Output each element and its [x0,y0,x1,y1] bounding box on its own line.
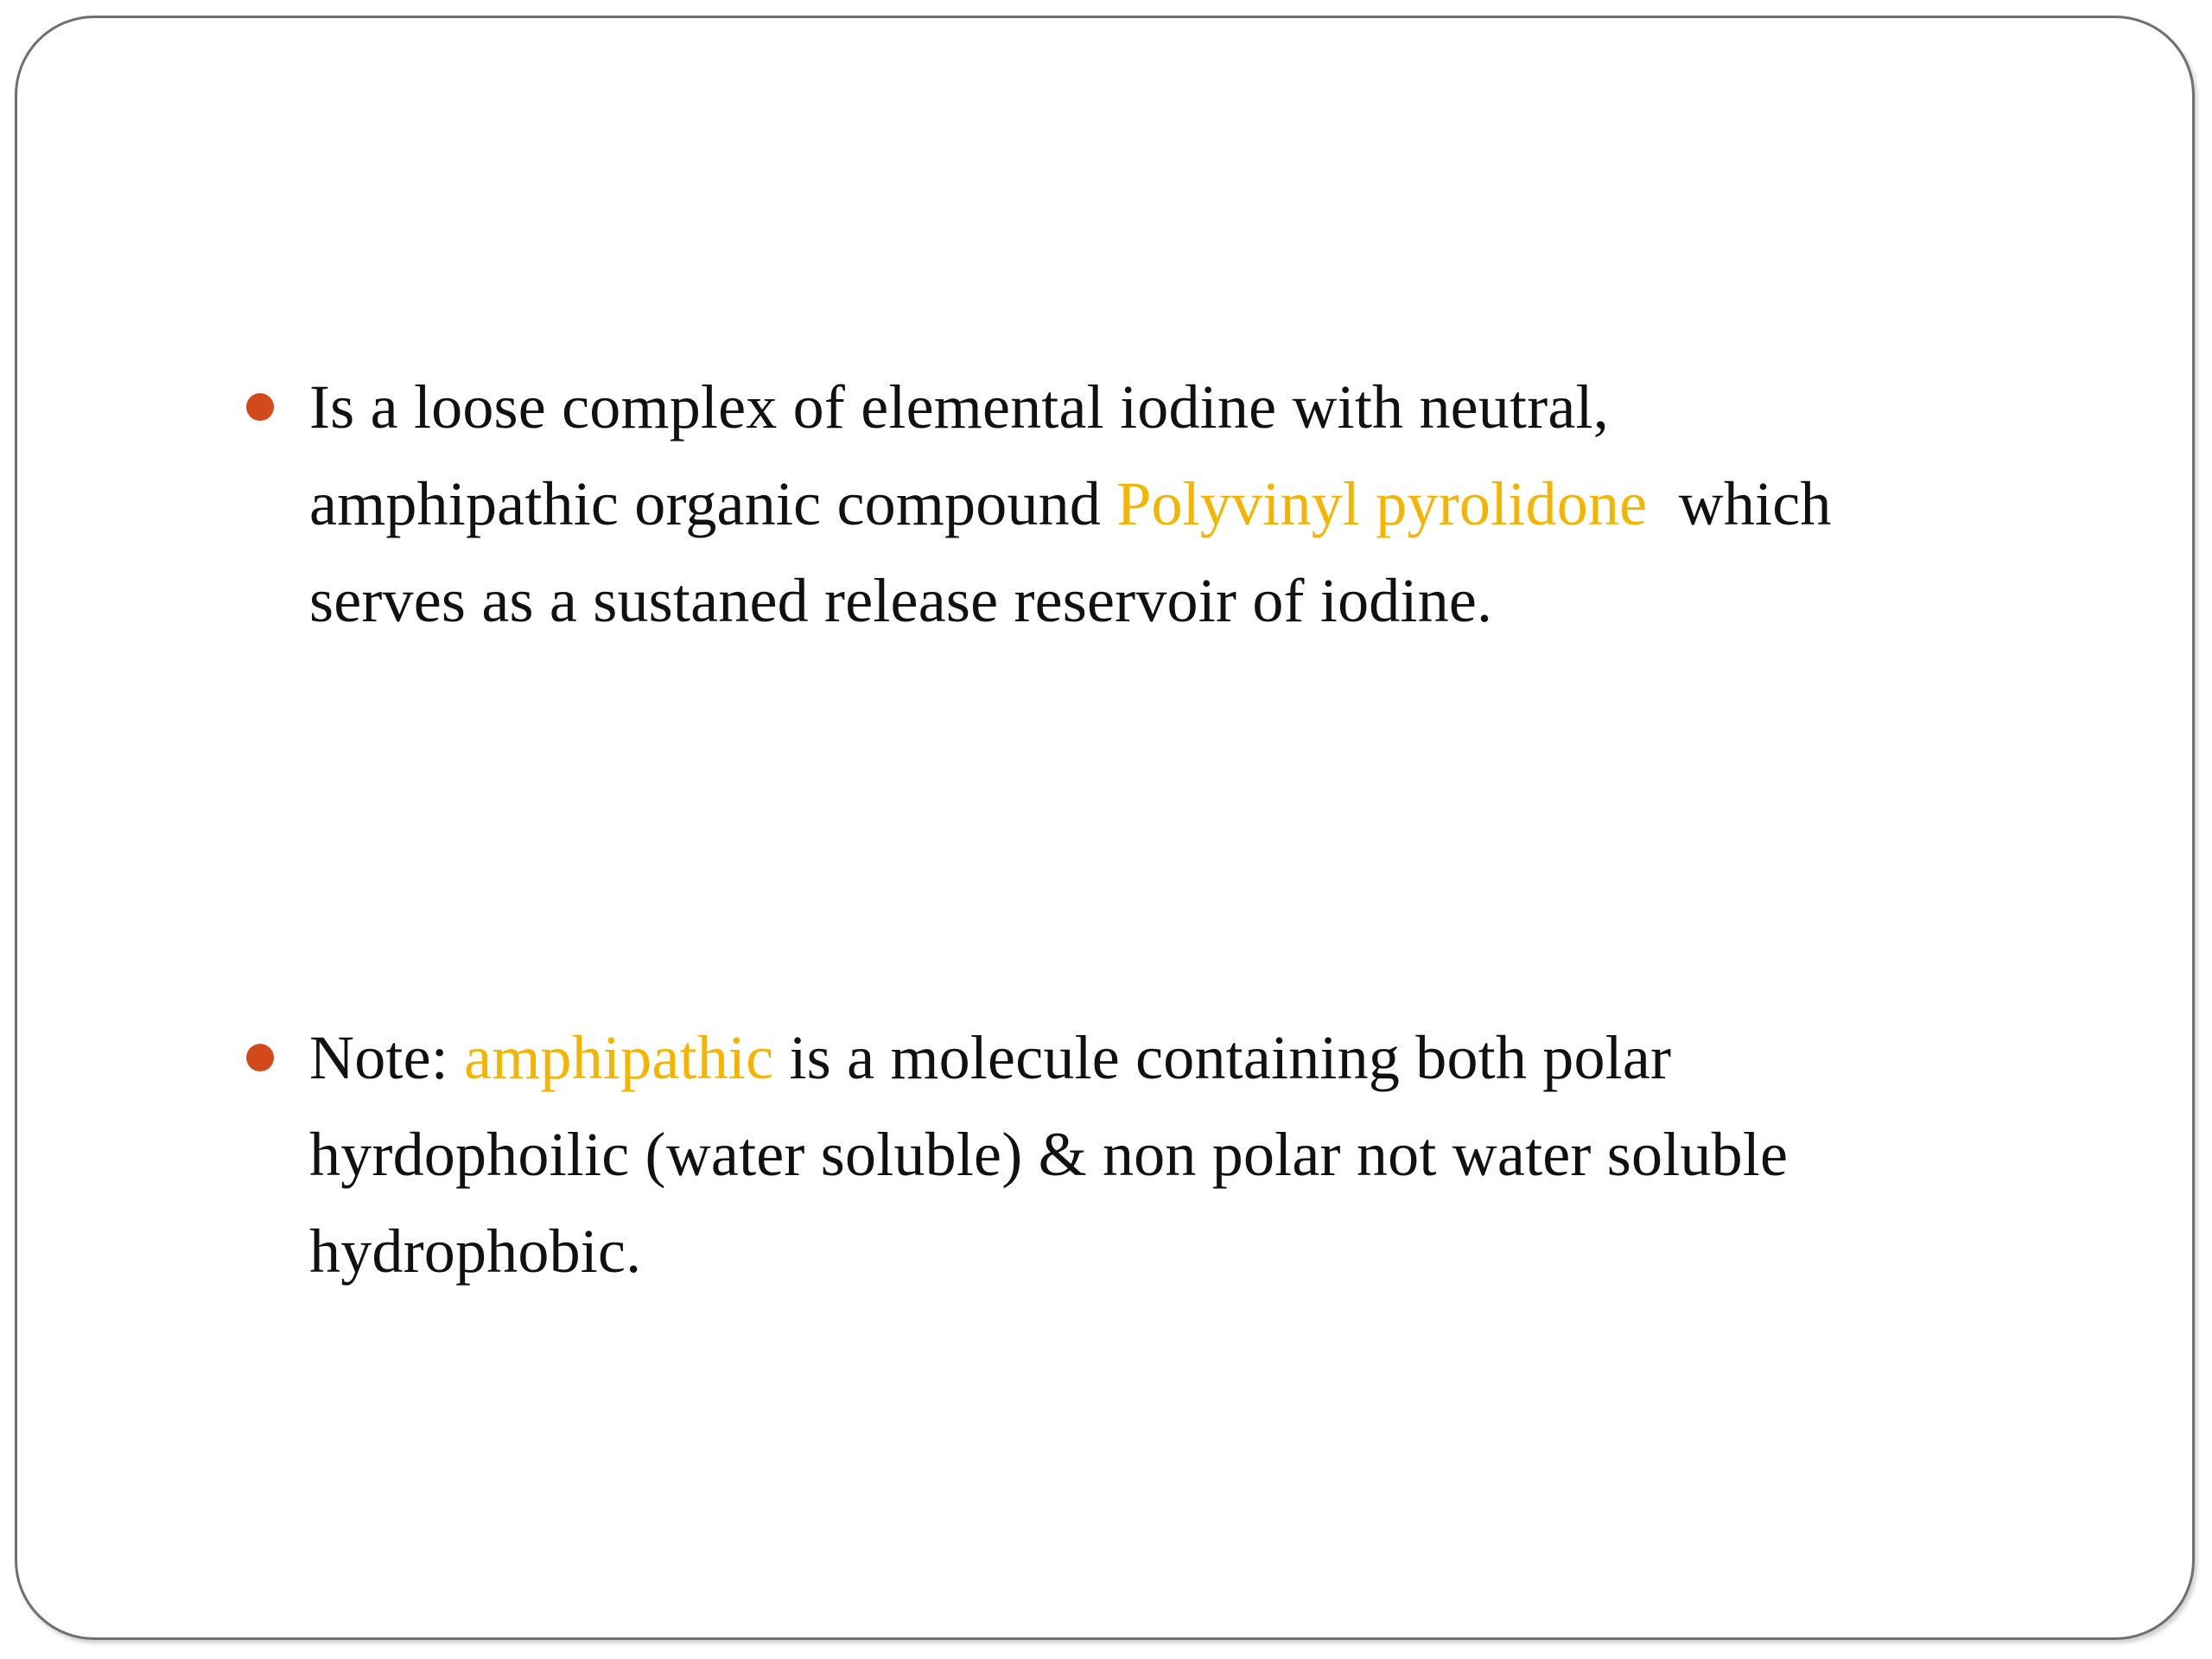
bullet-item-iodine-complex [309,359,2055,649]
bullet-item-amphipathic-note [309,1009,2055,1300]
slide-frame [15,16,2195,1640]
bullet-dot-icon [246,393,274,421]
highlight-polyvinyl-pyrolidone: Polyvinyl pyrolidone [1116,469,1648,538]
bullet-dot-icon [246,1044,274,1071]
text-line: Note: amphipathic is a molecule containing both polar [309,1023,1672,1092]
text-line: hydrophobic. [309,1217,642,1286]
text-line: amphipathic organic compound Polyvinyl pyrolidone which [309,469,1832,538]
text-line: serves as a sustaned release reservoir of iodine. [309,566,1493,635]
highlight-amphipathic: amphipathic [464,1023,774,1092]
text-line: Is a loose complex of elemental iodine with neutral, [309,372,1609,442]
text-line: hyrdophoilic (water soluble) & non polar not water soluble [309,1120,1789,1189]
